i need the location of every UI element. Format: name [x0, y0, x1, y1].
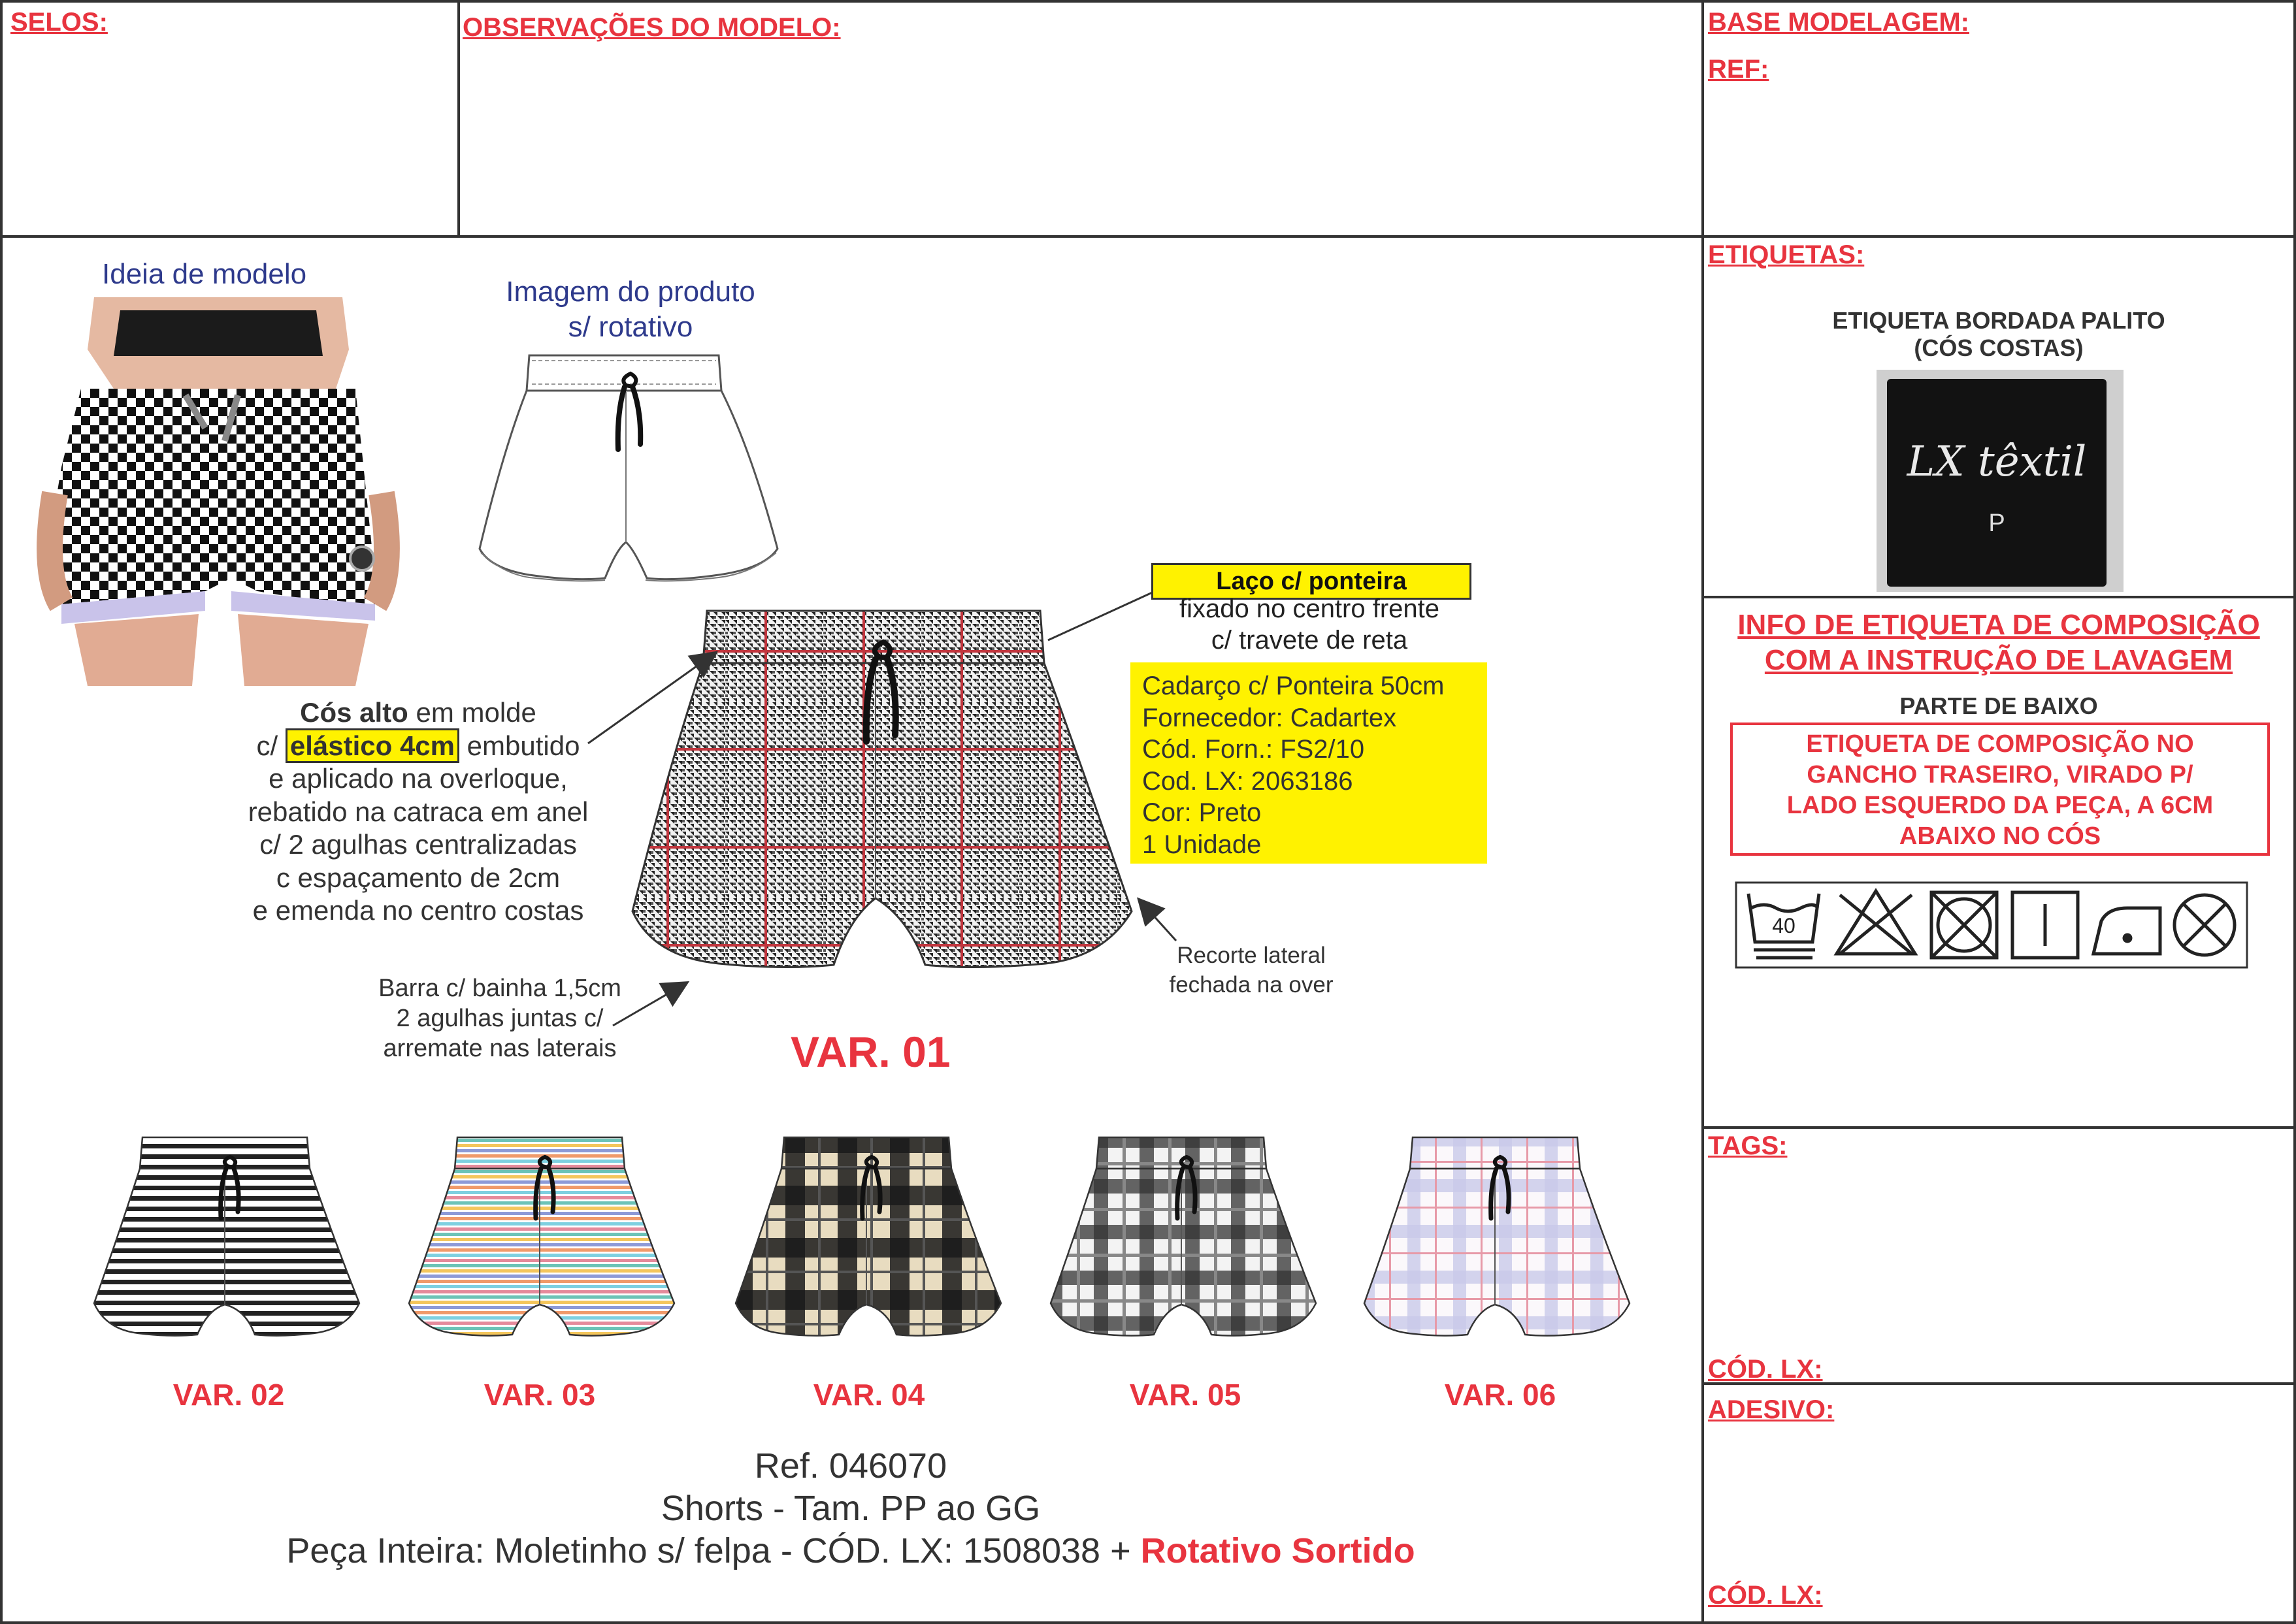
cos-line-2 [222, 730, 614, 763]
cadarco-line-5: Cor: Preto [1142, 798, 1262, 827]
product-footer [0, 1445, 1701, 1572]
brand-label-text: LX têxtil [1907, 438, 2087, 486]
cadarco-line-3: Cód. Forn.: FS2/10 [1142, 735, 1365, 764]
care-symbols [1735, 882, 2248, 968]
composicao-line-2: GANCHO TRASEIRO, VIRADO P/ [1807, 761, 2193, 788]
parte-baixo-label: PARTE DE BAIXO [1899, 692, 2098, 719]
barra-line-1: Barra c/ bainha 1,5cm [378, 975, 621, 1002]
brand-label-patch [1887, 379, 2107, 587]
footer-ref: Ref. 046070 [754, 1446, 947, 1486]
etiquetas-heading: ETIQUETAS: [1708, 240, 1865, 269]
recorte-description [1143, 941, 1359, 999]
brand-label-size: P [1988, 510, 2005, 537]
cod-lx-heading-1: CÓD. LX: [1708, 1355, 1823, 1384]
cod-lx-heading-2: CÓD. LX: [1708, 1581, 1823, 1610]
cadarco-line-1: Cadarço c/ Ponteira 50cm [1142, 672, 1445, 700]
observacoes-heading: OBSERVAÇÕES DO MODELO: [463, 13, 841, 42]
cos-line-3: e aplicado na overloque, [269, 763, 568, 794]
recorte-line-2: fechada na over [1169, 972, 1334, 998]
base-modelagem-heading: BASE MODELAGEM: [1708, 8, 1969, 37]
cadarco-line-6: 1 Unidade [1142, 830, 1262, 859]
cos-line-2-pre: c/ [256, 730, 286, 761]
recorte-line-1: Recorte lateral [1177, 943, 1326, 968]
footer-shorts: Shorts - Tam. PP ao GG [661, 1489, 1041, 1528]
var06-label: VAR. 06 [1444, 1378, 1556, 1412]
cos-line-1-rest: em molde [408, 697, 536, 728]
selos-heading: SELOS: [10, 8, 108, 37]
brand-label-photo [1877, 370, 2124, 592]
var03-shorts [409, 1137, 674, 1336]
footer-rotativo: Rotativo Sortido [1140, 1531, 1415, 1570]
composicao-box [1730, 723, 2270, 856]
cadarco-line-4: Cod. LX: 2063186 [1142, 766, 1353, 796]
cos-line-5: c/ 2 agulhas centralizadas [259, 829, 577, 860]
var04-shorts [736, 1137, 1001, 1336]
barra-line-2: 2 agulhas juntas c/ [396, 1005, 604, 1032]
etiqueta-bordada-line-1: ETIQUETA BORDADA PALITO [1832, 307, 2165, 334]
cos-line-2-rest: embutido [459, 730, 580, 761]
cos-line-7: e emenda no centro costas [252, 895, 584, 926]
laco-title: Laço c/ ponteira [1151, 563, 1471, 600]
ideia-label: Ideia de modelo [102, 258, 307, 290]
cadarco-line-2: Fornecedor: Cadartex [1142, 703, 1397, 732]
recorte-arrow [1140, 900, 1176, 941]
composicao-line-3: LADO ESQUERDO DA PEÇA, A 6CM [1786, 792, 2214, 819]
adesivo-heading: ADESIVO: [1708, 1395, 1835, 1424]
laco-line-1: fixado no centro frente [1179, 594, 1440, 623]
cos-line-6: c espaçamento de 2cm [276, 862, 561, 893]
cos-line-1-bold: Cós alto [300, 697, 408, 728]
elastico-highlight: elástico 4cm [286, 728, 459, 763]
var06-shorts [1364, 1137, 1630, 1336]
var02-shorts [94, 1137, 359, 1336]
var05-shorts [1051, 1137, 1316, 1336]
info-title-line-2: COM A INSTRUÇÃO DE LAVAGEM [1764, 644, 2233, 676]
info-etiqueta-heading [1704, 608, 2293, 678]
composicao-line-1: ETIQUETA DE COMPOSIÇÃO NO [1806, 730, 2194, 758]
var02-label: VAR. 02 [172, 1378, 285, 1412]
cadarco-info-box [1130, 662, 1487, 864]
variant-shorts-row [91, 1133, 1660, 1356]
cos-description [222, 696, 614, 928]
var01-label: VAR. 01 [791, 1028, 951, 1076]
footer-peca [0, 1530, 1701, 1572]
barra-line-3: arremate nas laterais [383, 1035, 617, 1062]
imagem-produto-label-2: s/ rotativo [568, 311, 693, 343]
wash-temp-text: 40 [1772, 914, 1796, 937]
cos-line-4: rebatido na catraca em anel [248, 796, 589, 827]
etiqueta-bordada-line-2: (CÓS COSTAS) [1914, 334, 2084, 361]
laco-line-2: c/ travete de reta [1211, 626, 1408, 655]
imagem-produto-label-1: Imagem do produto [506, 276, 755, 308]
var04-label: VAR. 04 [813, 1378, 925, 1412]
barra-description [340, 973, 660, 1064]
var05-label: VAR. 05 [1129, 1378, 1241, 1412]
etiqueta-bordada-label [1704, 307, 2293, 362]
info-title-line-1: INFO DE ETIQUETA DE COMPOSIÇÃO [1737, 609, 2260, 641]
ref-heading: REF: [1708, 55, 1769, 84]
var03-label: VAR. 03 [484, 1378, 596, 1412]
laco-description [1137, 593, 1482, 656]
tags-heading: TAGS: [1708, 1131, 1788, 1160]
cos-line-1 [222, 696, 614, 730]
composicao-line-4: ABAIXO NO CÓS [1899, 822, 2101, 850]
footer-peca-text: Peça Inteira: Moletinho s/ felpa - CÓD. LX: 1508038 + [286, 1531, 1141, 1570]
